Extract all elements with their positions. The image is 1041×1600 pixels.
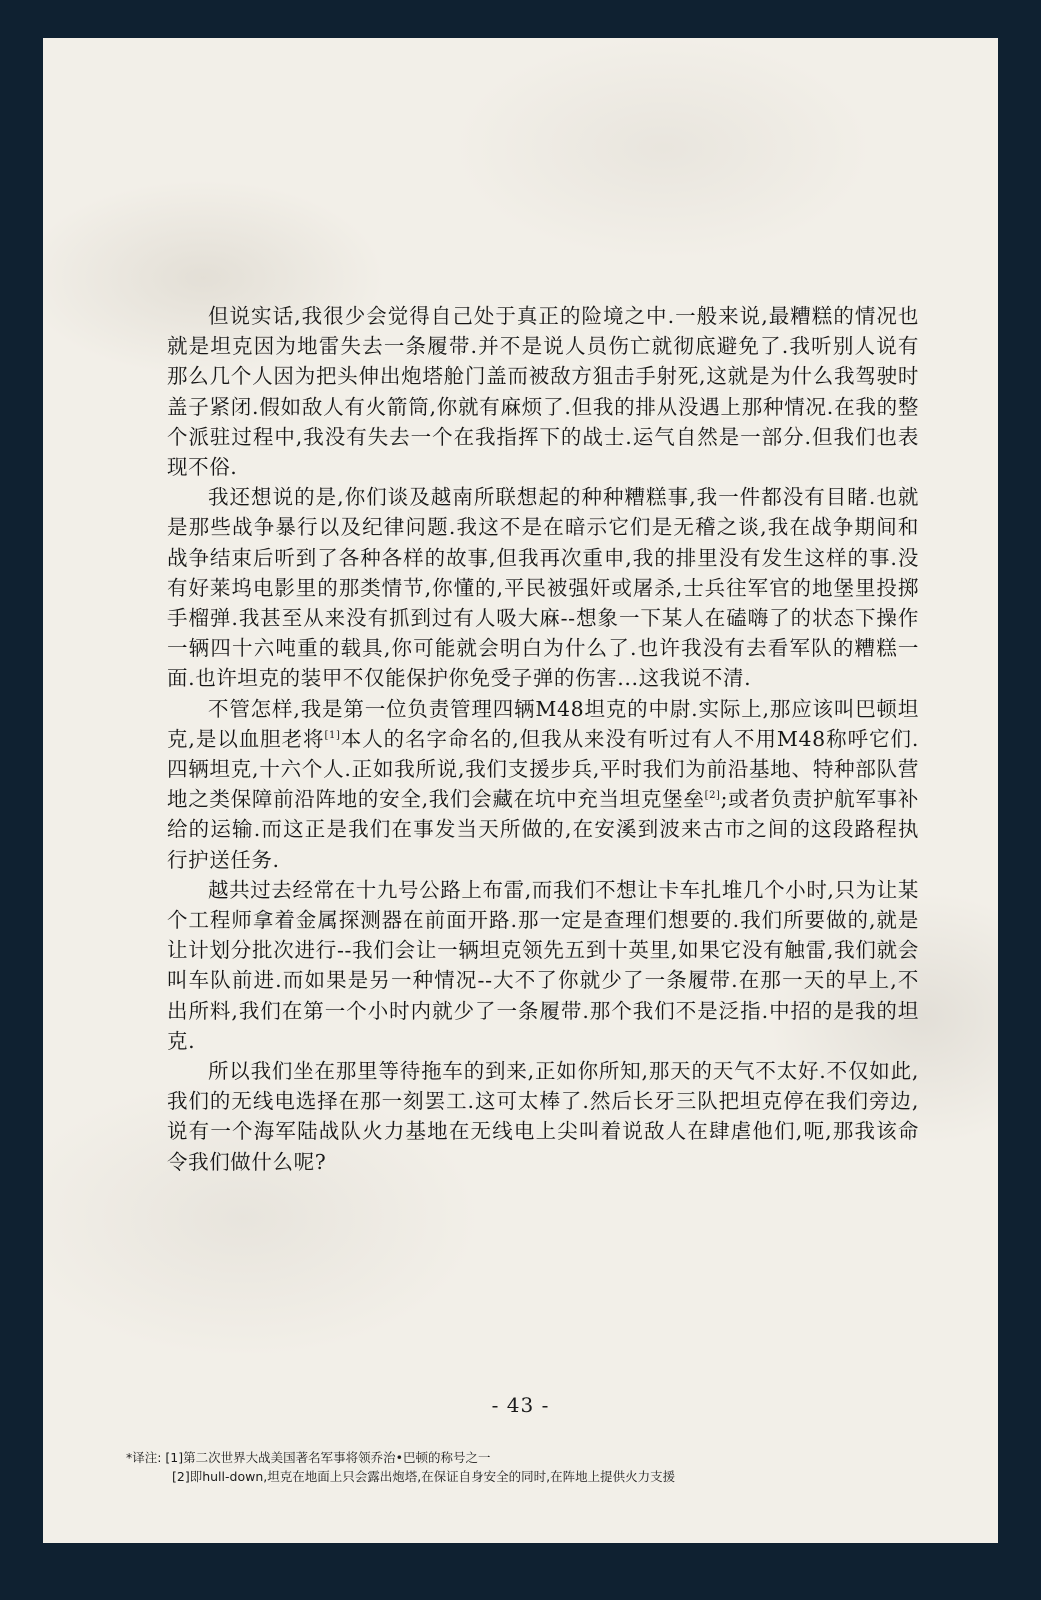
footnotes [126,1448,926,1486]
footnote-ref-1: [1] [324,729,341,741]
paragraph-3-part-b: 本人的名字命名的,但我从来没有听过有人不用M48称呼它们.四辆坦克,十六个人.正如我所说,我们支援步兵,平时我们为前沿基地、特种部队营地之类保障前沿阵地的安全,我们会藏在坑中充当坦克堡垒 [167,726,919,812]
footnote-ref-2: [2] [704,790,721,802]
paragraph-3-part-c: ;或者负责护航军事补给的运输.而这正是我们在事发当天所做的,在安溪到波来古市之间的这段路程执行护送任务. [167,787,919,872]
footnote-2: [2]即hull-down,坦克在地面上只会露出炮塔,在保证自身安全的同时,在阵地上提供火力支援 [172,1469,676,1484]
body-text [167,301,919,1177]
book-page [43,38,998,1543]
footnote-1: *译注: [1]第二次世界大战美国著名军事将领乔治•巴顿的称号之一 [126,1450,491,1465]
paragraph-3-part-a: 不管怎样,我是第一位负责管理四辆M48坦克的中尉.实际上,那应该叫巴顿坦克,是以血胆老将 [167,696,919,751]
page-number: - 43 - [491,1393,550,1417]
paragraph-5: 所以我们坐在那里等待拖车的到来,正如你所知,那天的天气不太好.不仅如此,我们的无线电选择在那一刻罢工.这可太棒了.然后长牙三队把坦克停在我们旁边,说有一个海军陆战队火力基地在无线电上尖叫着说敌人在肆虐他们,呃,那我该命令我们做什么呢? [167,1059,919,1174]
paragraph-2: 我还想说的是,你们谈及越南所联想起的种种糟糕事,我一件都没有目睹.也就是那些战争暴行以及纪律问题.我这不是在暗示它们是无稽之谈,我在战争期间和战争结束后听到了各种各样的故事,但我再次重申,我的排里没有发生这样的事.没有好莱坞电影里的那类情节,你懂的,平民被强奸或屠杀,士兵往军官的地堡里投掷手榴弹.我甚至从来没有抓到过有人吸大麻--想象一下某人在磕嗨了的状态下操作一辆四十六吨重的载具,你可能就会明白为什么了.也许我没有去看军队的糟糕一面.也许坦克的装甲不仅能保护你免受子弹的伤害...这我说不清. [167,485,919,691]
paragraph-4: 越共过去经常在十九号公路上布雷,而我们不想让卡车扎堆几个小时,只为让某个工程师拿着金属探测器在前面开路.那一定是查理们想要的.我们所要做的,就是让计划分批次进行--我们会让一辆坦克领先五到十英里,如果它没有触雷,我们就会叫车队前进.而如果是另一种情况--大不了你就少了一条履带.在那一天的早上,不出所料,我们在第一个小时内就少了一条履带.那个我们不是泛指.中招的是我的坦克. [167,877,919,1053]
paragraph-3 [167,694,919,875]
paragraph-1: 但说实话,我很少会觉得自己处于真正的险境之中.一般来说,最糟糕的情况也就是坦克因为地雷失去一条履带.并不是说人员伤亡就彻底避免了.我听别人说有那么几个人因为把头伸出炮塔舱门盖而被敌方狙击手射死,这就是为什么我驾驶时盖子紧闭.假如敌人有火箭筒,你就有麻烦了.但我的排从没遇上那种情况.在我的整个派驻过程中,我没有失去一个在我指挥下的战士.运气自然是一部分.但我们也表现不俗. [167,304,919,480]
